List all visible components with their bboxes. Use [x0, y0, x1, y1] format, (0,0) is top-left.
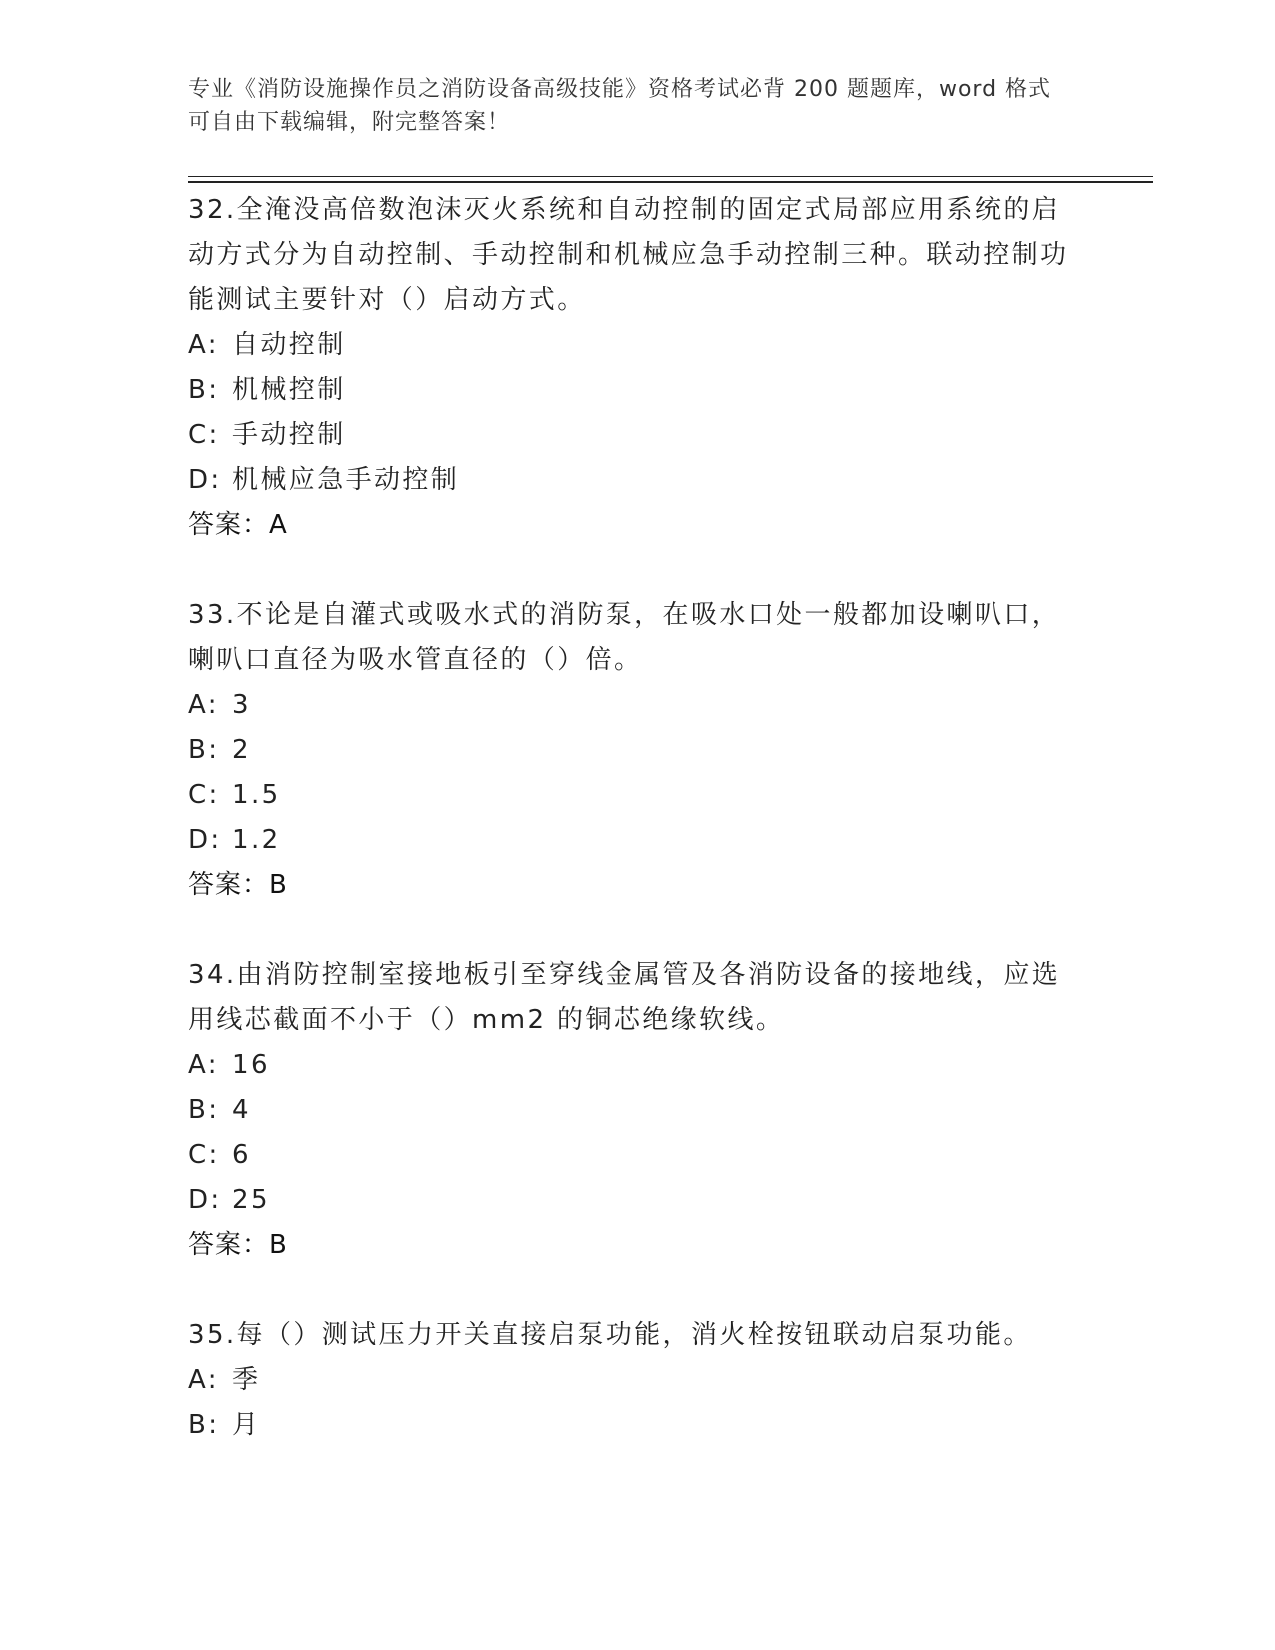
option-key: B: [188, 735, 220, 765]
option-label: 机械控制 [232, 375, 346, 405]
option-label: 月 [232, 1410, 261, 1440]
question-32 [188, 188, 1088, 548]
option-label: 16 [232, 1050, 270, 1080]
option-label: 6 [232, 1140, 251, 1170]
option-label: 自动控制 [232, 330, 346, 360]
option-c [188, 773, 1088, 818]
option-key: A: [188, 1365, 219, 1395]
option-c [188, 1133, 1088, 1178]
answer-line: 答案：B [188, 870, 288, 900]
option-b [188, 728, 1088, 773]
option-a [188, 323, 1088, 368]
option-key: A: [188, 330, 219, 360]
question-list [188, 188, 1088, 1448]
option-key: C: [188, 420, 220, 450]
option-key: B: [188, 375, 220, 405]
option-key: A: [188, 1050, 219, 1080]
question-text: 35.每（）测试压力开关直接启泵功能，消火栓按钮联动启泵功能。 [188, 1320, 1032, 1350]
option-d [188, 458, 1088, 503]
option-label: 1.2 [232, 825, 281, 855]
answer-line: 答案：B [188, 1230, 288, 1260]
option-label: 机械应急手动控制 [232, 465, 460, 495]
option-b [188, 368, 1088, 413]
question-text: 33.不论是自灌式或吸水式的消防泵，在吸水口处一般都加设喇叭口，喇叭口直径为吸水管直径的（）倍。 [188, 600, 1061, 675]
spacer [188, 548, 1088, 593]
option-label: 1.5 [232, 780, 281, 810]
option-key: C: [188, 1140, 220, 1170]
option-key: D: [188, 465, 222, 495]
option-key: A: [188, 690, 219, 720]
option-label: 4 [232, 1095, 251, 1125]
header-divider-thick [188, 181, 1153, 183]
option-d [188, 1178, 1088, 1223]
answer-line: 答案：A [188, 510, 288, 540]
option-label: 25 [232, 1185, 270, 1215]
option-b [188, 1403, 1088, 1448]
option-a [188, 683, 1088, 728]
spacer [188, 1268, 1088, 1313]
option-a [188, 1043, 1088, 1088]
option-a [188, 1358, 1088, 1403]
document-intro: 专业《消防设施操作员之消防设备高级技能》资格考试必背 200 题题库，word 格式可自由下载编辑，附完整答案！ [188, 77, 1052, 135]
option-label: 季 [232, 1365, 261, 1395]
question-text: 34.由消防控制室接地板引至穿线金属管及各消防设备的接地线，应选用线芯截面不小于（）mm2 的铜芯绝缘软线。 [188, 960, 1061, 1035]
question-text: 32.全淹没高倍数泡沫灭火系统和自动控制的固定式局部应用系统的启动方式分为自动控制、手动控制和机械应急手动控制三种。联动控制功能测试主要针对（）启动方式。 [188, 195, 1069, 315]
option-c [188, 413, 1088, 458]
option-label: 2 [232, 735, 251, 765]
option-d [188, 818, 1088, 863]
option-key: B: [188, 1410, 220, 1440]
question-35 [188, 1313, 1088, 1448]
option-key: D: [188, 825, 222, 855]
option-label: 3 [232, 690, 251, 720]
option-key: C: [188, 780, 220, 810]
spacer [188, 908, 1088, 953]
question-33 [188, 593, 1088, 908]
header-divider-thin [188, 176, 1153, 177]
option-key: B: [188, 1095, 220, 1125]
question-34 [188, 953, 1088, 1268]
option-b [188, 1088, 1088, 1133]
option-key: D: [188, 1185, 222, 1215]
option-label: 手动控制 [232, 420, 346, 450]
